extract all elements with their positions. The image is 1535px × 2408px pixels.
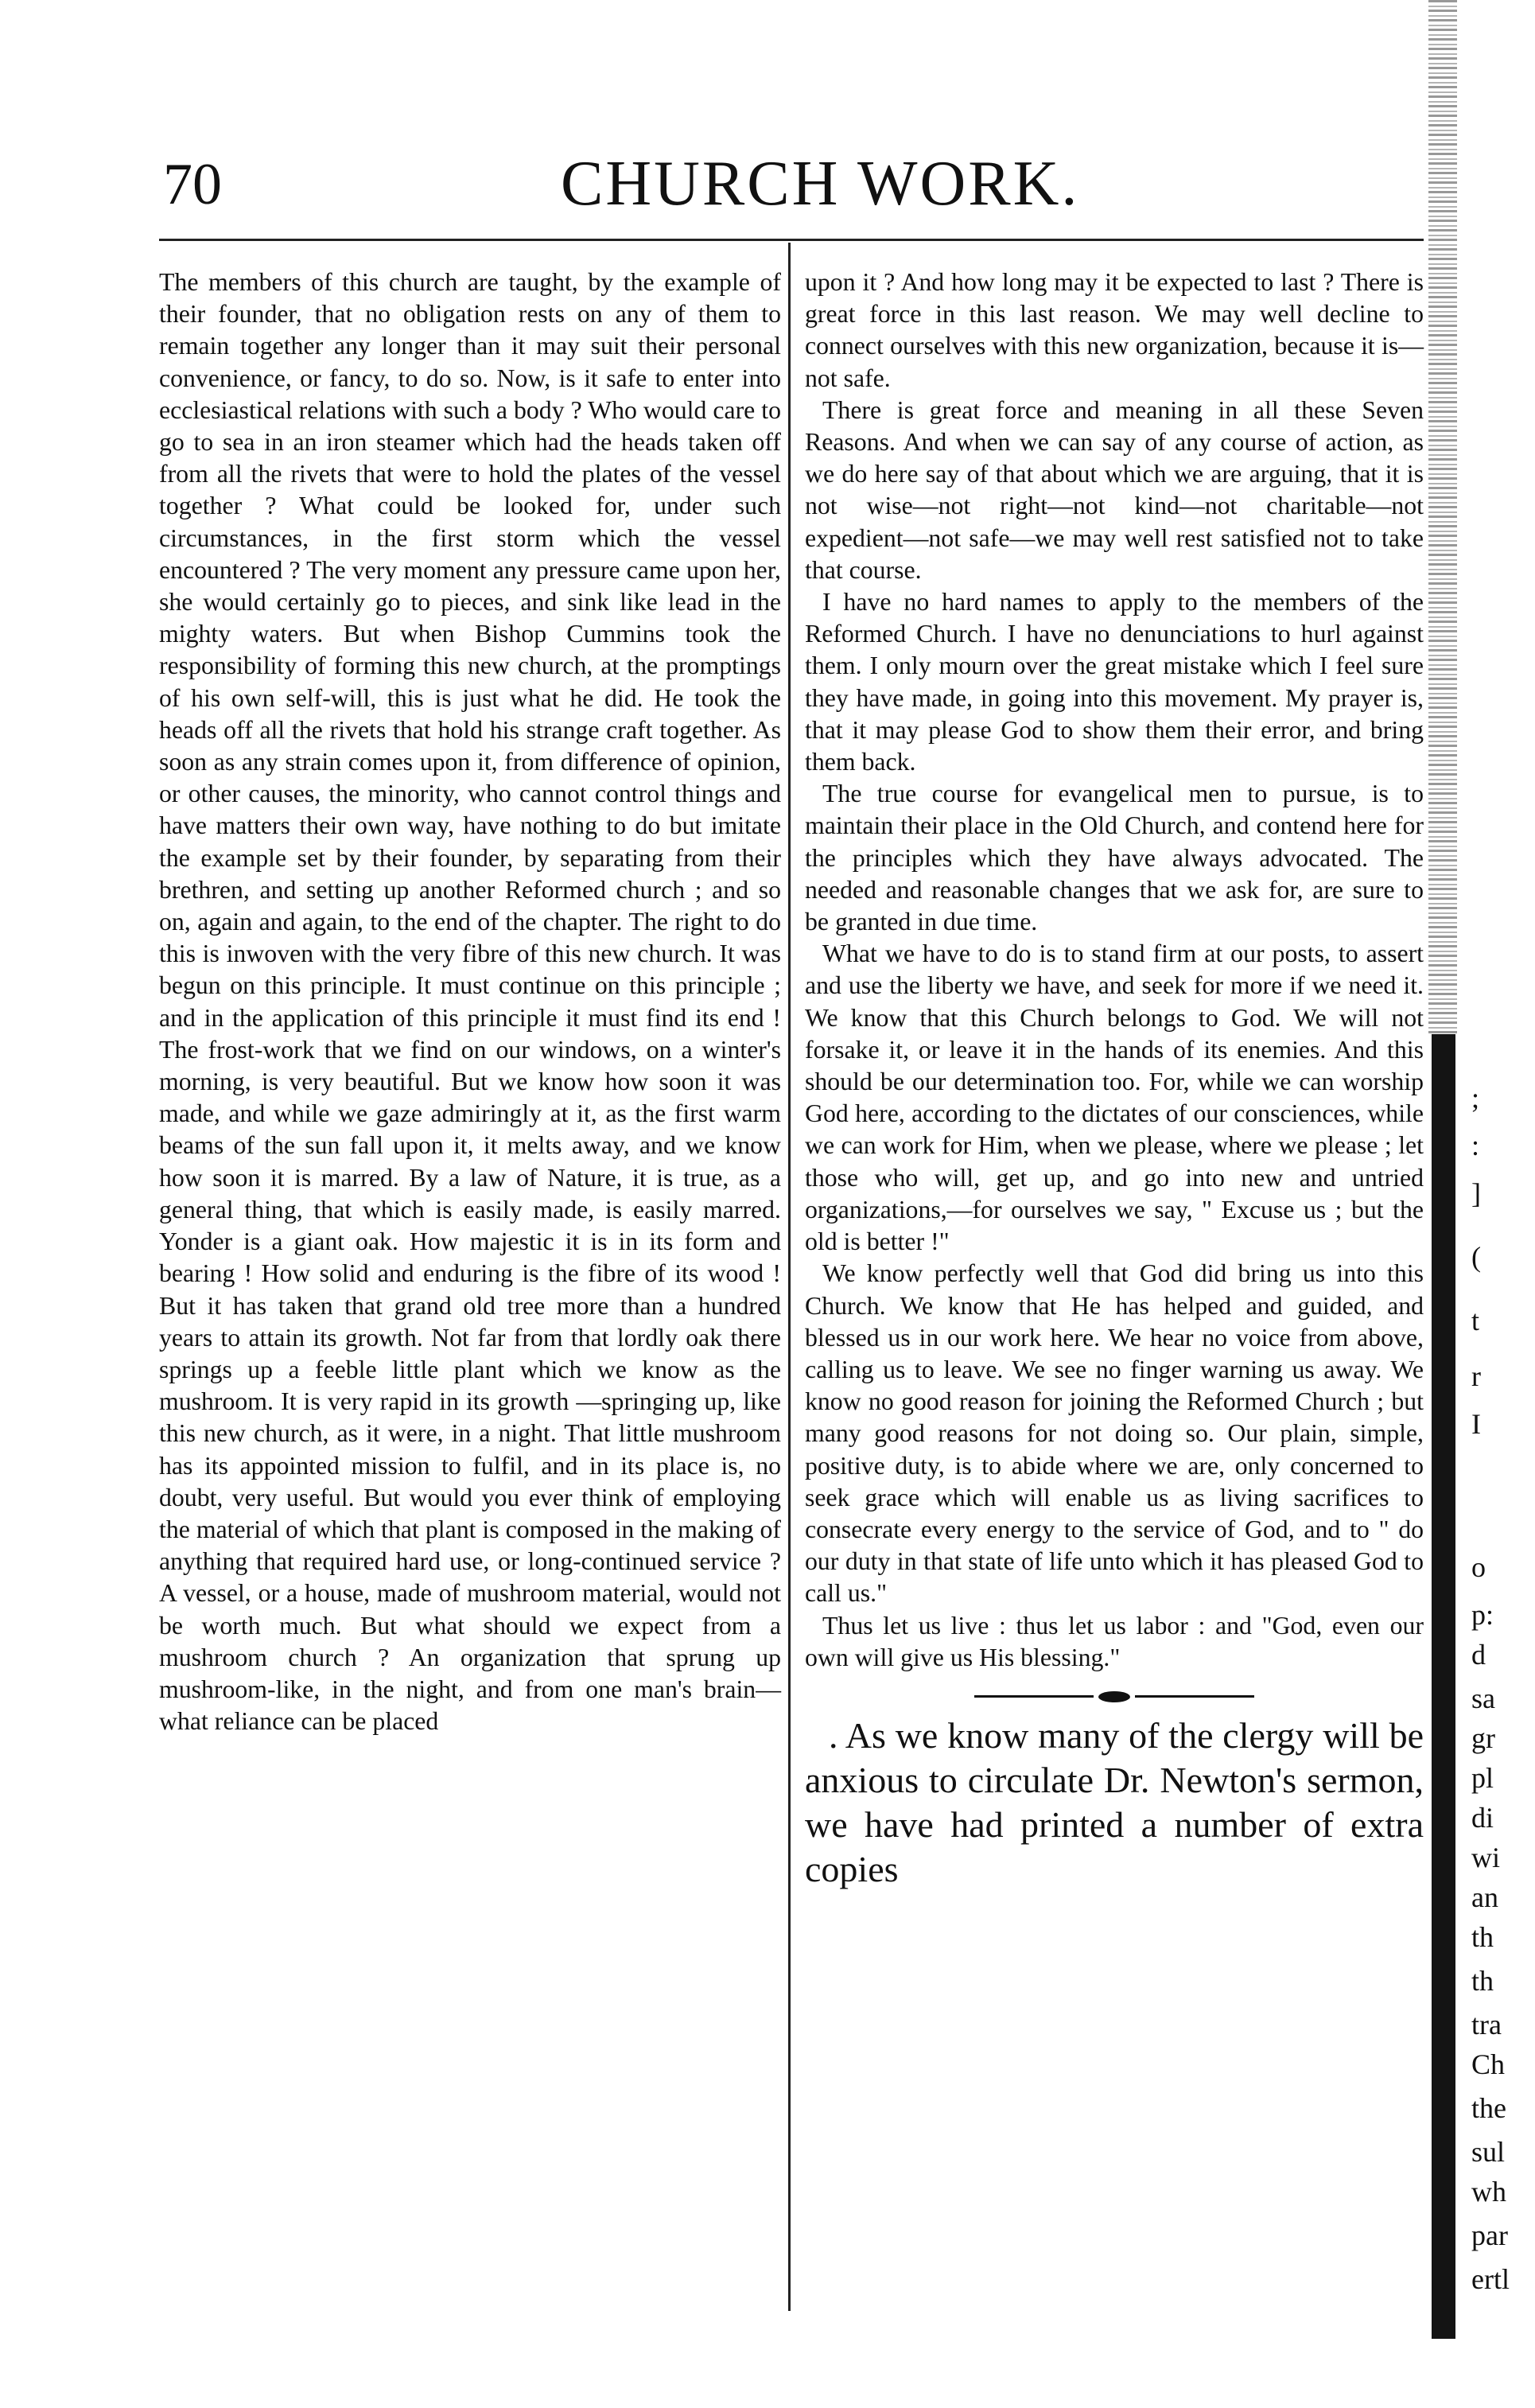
next-page-fragment: wi [1471, 1842, 1500, 1873]
left-paragraph: The members of this church are taught, by the example of their founder, that no obligation rests on any of them to remain together any longer than it may suit their personal convenience, or fancy, to do so. Now, is it safe to enter into ecclesiastical relations with such a body ? Who would care to go to sea in an iron steamer which had the heads taken off from all the rivets that were to hold the plates of the vessel together ? What could be looked for, under such circumstances, in the first storm which the vessel encountered ? The very moment any pressure came upon her, she would certainly go to pieces, and sink like lead in the mighty waters. But when Bishop Cummins took the responsibility of forming this new church, at the promptings of his own self-will, this is just what he did. He took the heads off all the rivets that hold his strange craft together. As soon as any strain comes upon it, from difference of opinion, or other causes, the minority, who cannot control things and have matters their own way, have nothing to do but imitate the example set by their founder, by separating from their brethren, and setting up another Reformed church ; and so on, again and again, to the end of the chapter. The right to do this is inwoven with the very fibre of this new church. It was begun on this principle. It must continue on this principle ; and in the application of this principle it must find its end ! The frost-work that we find on our windows, on a winter's morning, is very beautiful. But we know how soon it was made, and while we gaze admiringly at it, as the first warm beams of the sun fall upon it, it melts away, and we know how soon it is marred. By a law of Nature, it is true, as a general thing, that which is easily made, is easily marred. Yonder is a giant oak. How majestic it is in its form and bearing ! How solid and enduring is the fibre of its wood ! But it has taken that grand old tree more than a hundred years to attain its growth. Not far from that lordly oak there springs up a feeble little plant which we know as the mushroom. It is very rapid in its growth —springing up, like this new church, as it were, in a night. That little mushroom has its appointed mission to fulfil, and in its place is, no doubt, very useful. But would you ever think of employing the material of which that plant is composed in the making of anything that required hard use, or long-continued service ? A vessel, or a house, made of mushroom material, would not be worth much. But what should we expect from a mushroom church ? An organization that sprung up mushroom-like, in the night, and from one man's brain—what reliance can be placed [159, 268, 781, 1736]
right-paragraph: What we have to do is to stand firm at our posts, to assert and use the liberty we have, and seek for more if we need it. We know that this Church belongs to God. We will not forsake it, or leave it in the hands of its enemies. And this should be our determination too. For, while we can worship God here, according to the dictates of our consciences, while we can work for Him, when we please, where we please ; let those who will, get up, and go into new and untried organizations,—for ourselves we say, " Excuse us ; but the old is better !" [805, 939, 1424, 1256]
running-title: CHURCH WORK. [561, 149, 1080, 219]
next-page-fragment: th [1471, 1965, 1494, 1997]
page-number: 70 [163, 152, 222, 217]
binding-gutter [1428, 0, 1457, 2355]
next-page-fragment: di [1471, 1802, 1494, 1834]
next-page-fragment: sa [1471, 1682, 1495, 1714]
header-rule [159, 239, 1424, 241]
right-paragraph: I have no hard names to apply to the members of the Reformed Church. I have no denunciations to hurl against them. I only mourn over the great mistake which I feel sure they have made, in going into this movement. My prayer is, that it may please God to show them their error, and bring them back. [805, 588, 1424, 776]
next-page-fragment: r [1471, 1360, 1481, 1392]
next-page-fragment: par [1471, 2219, 1508, 2251]
next-page-fragment: an [1471, 1881, 1498, 1913]
next-page-fragment: ertl [1471, 2263, 1510, 2295]
right-column [805, 266, 1424, 1892]
left-column [159, 266, 781, 1737]
next-page-fragment: ( [1471, 1241, 1481, 1273]
column-divider [788, 243, 791, 2311]
next-page-fragment: I [1471, 1408, 1481, 1440]
next-page-fragment: th [1471, 1921, 1494, 1953]
next-page-fragment: gr [1471, 1722, 1495, 1754]
notice-paragraph: . As we know many of the clergy will be anxious to circulate Dr. Newton's sermon, we have had printed a number of extra copies [805, 1714, 1424, 1889]
next-page-fragment: o [1471, 1551, 1486, 1583]
right-paragraph: We know perfectly well that God did bring us into this Church. We know that He has helped and guided, and blessed us in our work here. We hear no voice from above, calling us to leave. We see no finger warning us away. We know no good reason for joining the Reformed Church ; but many good reasons for not doing so. Our plain, simple, positive duty, is to abide where we are, only concerned to seek grace which will enable us as living sacrifices to consecrate every energy to the service of God, and to " do our duty in that state of life unto which it has pleased God to call us." [805, 1259, 1424, 1608]
right-paragraph: upon it ? And how long may it be expected to last ? There is great force in this last reason. We may well decline to connect ourselves with this new organization, because it is—not safe. [805, 268, 1424, 392]
right-paragraph: There is great force and meaning in all these Seven Reasons. And when we can say of any course of action, as we do here say of that about which we are arguing, that it is not wise—not right—not kind—not charitable—not expedient—not safe—we may well rest satisfied not to take that course. [805, 395, 1424, 584]
page-header [163, 143, 1436, 231]
next-page-fragment: pl [1471, 1762, 1494, 1794]
next-page-fragment: t [1471, 1305, 1480, 1336]
next-page-fragment: d [1471, 1639, 1486, 1671]
next-page-fragment: : [1471, 1130, 1480, 1161]
next-page-fragment: the [1471, 2092, 1506, 2124]
right-paragraph: Thus let us live : thus let us labor : and "God, even our own will give us His blessing." [805, 1611, 1424, 1671]
next-page-fragment: tra [1471, 2009, 1502, 2040]
next-page-fragment: ] [1471, 1177, 1481, 1209]
next-page-fragment: p: [1471, 1599, 1494, 1631]
next-page-fragment: Ch [1471, 2048, 1506, 2080]
right-paragraph: The true course for evangelical men to pursue, is to maintain their place in the Old Church, and contend here for the principles which they have always advocated. The needed and reasonable changes that we ask for, are sure to be granted in due time. [805, 780, 1424, 936]
next-page-fragment: sul [1471, 2136, 1506, 2168]
ornament-divider [805, 1691, 1424, 1702]
next-page-fragment: wh [1471, 2176, 1506, 2208]
next-page-fragment: ; [1471, 1082, 1480, 1114]
